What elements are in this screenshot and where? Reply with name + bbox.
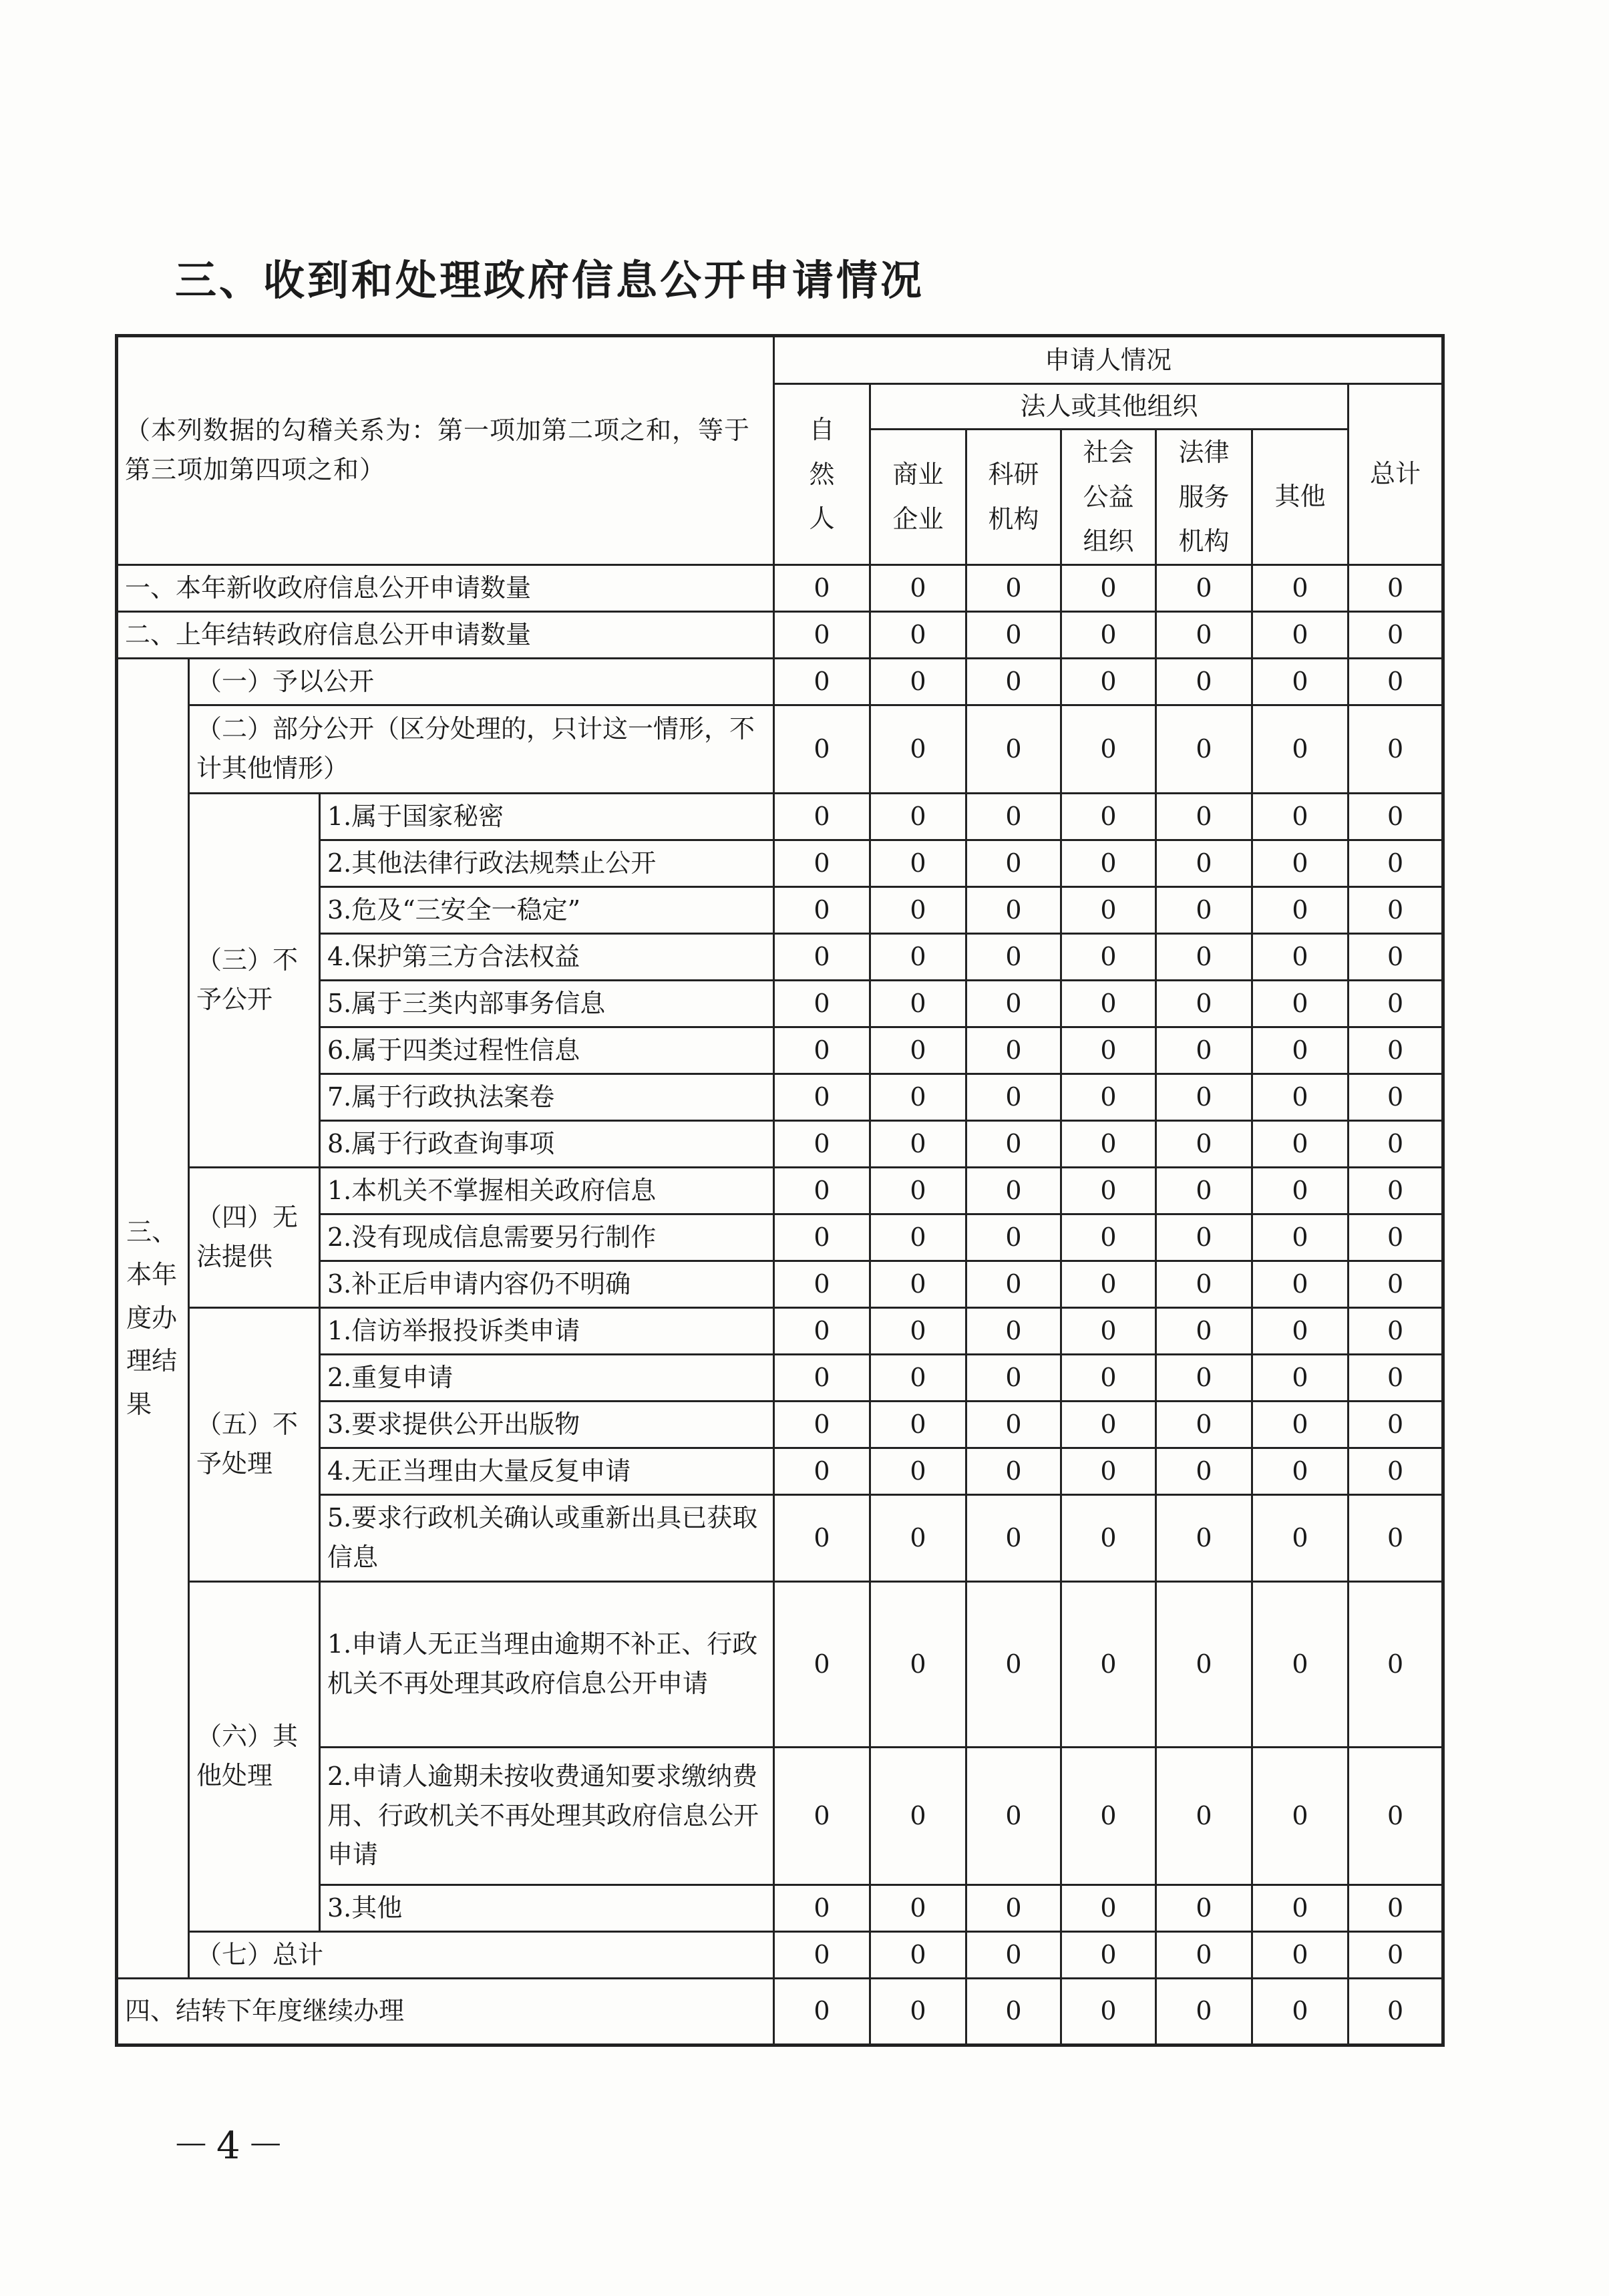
value-cell: 0 bbox=[870, 705, 966, 793]
value-cell: 0 bbox=[1061, 611, 1156, 658]
value-cell: 0 bbox=[966, 980, 1061, 1027]
value-cell: 0 bbox=[1252, 980, 1349, 1027]
value-cell: 0 bbox=[1061, 705, 1156, 793]
value-cell: 0 bbox=[966, 1884, 1061, 1931]
value-cell: 0 bbox=[1156, 658, 1252, 705]
value-cell: 0 bbox=[870, 1448, 966, 1494]
value-cell: 0 bbox=[1349, 1978, 1443, 2045]
value-cell: 0 bbox=[1252, 793, 1349, 840]
value-cell: 0 bbox=[966, 1747, 1061, 1884]
header-social bbox=[1061, 430, 1156, 565]
section-3-label bbox=[117, 658, 189, 1978]
value-cell: 0 bbox=[1349, 980, 1443, 1027]
row-label: 一、本年新收政府信息公开申请数量 bbox=[117, 564, 774, 611]
value-cell: 0 bbox=[1061, 933, 1156, 980]
value-cell: 0 bbox=[1061, 886, 1156, 933]
value-cell: 0 bbox=[1252, 933, 1349, 980]
value-cell: 0 bbox=[870, 933, 966, 980]
value-cell: 0 bbox=[870, 1354, 966, 1401]
value-cell: 0 bbox=[1156, 980, 1252, 1027]
header-commercial-text: 商业企业 bbox=[892, 460, 944, 534]
page-number: －4－ bbox=[172, 2124, 291, 2168]
value-cell: 0 bbox=[1252, 1401, 1349, 1448]
value-cell: 0 bbox=[966, 933, 1061, 980]
value-cell: 0 bbox=[1349, 1354, 1443, 1401]
value-cell: 0 bbox=[870, 1074, 966, 1120]
g3-not-public-label: （三）不予公开 bbox=[189, 793, 320, 1167]
value-cell: 0 bbox=[870, 1581, 966, 1747]
item-label: 2.重复申请 bbox=[320, 1354, 774, 1401]
value-cell: 0 bbox=[1156, 705, 1252, 793]
table-body bbox=[117, 336, 1443, 2045]
value-cell: 0 bbox=[870, 1261, 966, 1307]
value-cell: 0 bbox=[1156, 1354, 1252, 1401]
item-label: 3.危及“三安全一稳定” bbox=[320, 886, 774, 933]
item-label: 4.保护第三方合法权益 bbox=[320, 933, 774, 980]
value-cell: 0 bbox=[966, 1401, 1061, 1448]
value-cell: 0 bbox=[966, 886, 1061, 933]
value-cell: 0 bbox=[1252, 840, 1349, 886]
value-cell: 0 bbox=[1156, 793, 1252, 840]
value-cell: 0 bbox=[1156, 1931, 1252, 1978]
value-cell: 0 bbox=[870, 564, 966, 611]
value-cell: 0 bbox=[1061, 1261, 1156, 1307]
value-cell: 0 bbox=[870, 886, 966, 933]
g3-not-public-item bbox=[117, 793, 1443, 840]
value-cell: 0 bbox=[1349, 705, 1443, 793]
value-cell: 0 bbox=[1349, 658, 1443, 705]
value-cell: 0 bbox=[870, 980, 966, 1027]
value-cell: 0 bbox=[966, 611, 1061, 658]
value-cell: 0 bbox=[1252, 1167, 1349, 1214]
value-cell: 0 bbox=[966, 1494, 1061, 1581]
value-cell: 0 bbox=[1252, 611, 1349, 658]
header-total: 总计 bbox=[1349, 384, 1443, 565]
value-cell: 0 bbox=[1252, 1494, 1349, 1581]
value-cell: 0 bbox=[870, 1307, 966, 1354]
value-cell: 0 bbox=[1252, 1978, 1349, 2045]
value-cell: 0 bbox=[774, 1448, 870, 1494]
item-label: 2.其他法律行政法规禁止公开 bbox=[320, 840, 774, 886]
value-cell: 0 bbox=[1061, 1074, 1156, 1120]
row-g2-partial bbox=[117, 705, 1443, 793]
value-cell: 0 bbox=[1061, 1214, 1156, 1261]
value-cell: 0 bbox=[1349, 1167, 1443, 1214]
value-cell: 0 bbox=[1156, 1494, 1252, 1581]
value-cell: 0 bbox=[966, 1074, 1061, 1120]
row-new-applications bbox=[117, 564, 1443, 611]
value-cell: 0 bbox=[774, 1931, 870, 1978]
value-cell: 0 bbox=[774, 658, 870, 705]
value-cell: 0 bbox=[1252, 1307, 1349, 1354]
value-cell: 0 bbox=[1156, 1884, 1252, 1931]
value-cell: 0 bbox=[774, 1214, 870, 1261]
value-cell: 0 bbox=[1061, 840, 1156, 886]
row-label: 二、上年结转政府信息公开申请数量 bbox=[117, 611, 774, 658]
value-cell: 0 bbox=[774, 840, 870, 886]
value-cell: 0 bbox=[966, 1581, 1061, 1747]
value-cell: 0 bbox=[870, 1747, 966, 1884]
g6-other-label: （六）其他处理 bbox=[189, 1581, 320, 1931]
g6-other-item bbox=[117, 1581, 1443, 1747]
value-cell: 0 bbox=[1061, 1494, 1156, 1581]
value-cell: 0 bbox=[1349, 1307, 1443, 1354]
value-cell: 0 bbox=[774, 1581, 870, 1747]
value-cell: 0 bbox=[870, 1027, 966, 1074]
value-cell: 0 bbox=[870, 840, 966, 886]
value-cell: 0 bbox=[1061, 1354, 1156, 1401]
value-cell: 0 bbox=[1061, 564, 1156, 611]
value-cell: 0 bbox=[1061, 980, 1156, 1027]
value-cell: 0 bbox=[1252, 1027, 1349, 1074]
value-cell: 0 bbox=[1349, 1120, 1443, 1167]
item-label: 6.属于四类过程性信息 bbox=[320, 1027, 774, 1074]
item-label: 3.要求提供公开出版物 bbox=[320, 1401, 774, 1448]
value-cell: 0 bbox=[1156, 1307, 1252, 1354]
value-cell: 0 bbox=[966, 793, 1061, 840]
value-cell: 0 bbox=[1349, 1747, 1443, 1884]
value-cell: 0 bbox=[1349, 1884, 1443, 1931]
value-cell: 0 bbox=[966, 1214, 1061, 1261]
value-cell: 0 bbox=[774, 980, 870, 1027]
item-label: 1.本机关不掌握相关政府信息 bbox=[320, 1167, 774, 1214]
value-cell: 0 bbox=[1349, 564, 1443, 611]
value-cell: 0 bbox=[1349, 611, 1443, 658]
value-cell: 0 bbox=[1156, 1074, 1252, 1120]
item-label: 1.信访举报投诉类申请 bbox=[320, 1307, 774, 1354]
value-cell: 0 bbox=[1252, 705, 1349, 793]
value-cell: 0 bbox=[1061, 1401, 1156, 1448]
header-research-text: 科研机构 bbox=[988, 460, 1039, 534]
item-label: 3.补正后申请内容仍不明确 bbox=[320, 1261, 774, 1307]
value-cell: 0 bbox=[1061, 1978, 1156, 2045]
value-cell: 0 bbox=[1252, 1884, 1349, 1931]
value-cell: 0 bbox=[1156, 1581, 1252, 1747]
header-legal-group: 法人或其他组织 bbox=[870, 384, 1349, 430]
value-cell: 0 bbox=[1252, 564, 1349, 611]
value-cell: 0 bbox=[1252, 1747, 1349, 1884]
value-cell: 0 bbox=[1252, 886, 1349, 933]
value-cell: 0 bbox=[774, 1747, 870, 1884]
page-title: 三、收到和处理政府信息公开申请情况 bbox=[175, 256, 925, 305]
section-3-label-text: 三、本年度办理结果 bbox=[126, 1216, 178, 1419]
value-cell: 0 bbox=[870, 793, 966, 840]
value-cell: 0 bbox=[1349, 840, 1443, 886]
value-cell: 0 bbox=[870, 1884, 966, 1931]
value-cell: 0 bbox=[870, 1494, 966, 1581]
header-social-text: 社会公益组织 bbox=[1083, 438, 1134, 556]
value-cell: 0 bbox=[966, 1354, 1061, 1401]
value-cell: 0 bbox=[774, 564, 870, 611]
value-cell: 0 bbox=[1252, 1448, 1349, 1494]
header-other: 其他 bbox=[1252, 430, 1349, 565]
value-cell: 0 bbox=[774, 1261, 870, 1307]
value-cell: 0 bbox=[1156, 1120, 1252, 1167]
value-cell: 0 bbox=[774, 1074, 870, 1120]
value-cell: 0 bbox=[1156, 1747, 1252, 1884]
value-cell: 0 bbox=[1252, 1354, 1349, 1401]
value-cell: 0 bbox=[1349, 1931, 1443, 1978]
value-cell: 0 bbox=[774, 705, 870, 793]
value-cell: 0 bbox=[1061, 1448, 1156, 1494]
value-cell: 0 bbox=[1061, 793, 1156, 840]
value-cell: 0 bbox=[774, 1167, 870, 1214]
value-cell: 0 bbox=[1061, 1167, 1156, 1214]
value-cell: 0 bbox=[774, 1978, 870, 2045]
value-cell: 0 bbox=[774, 1307, 870, 1354]
value-cell: 0 bbox=[870, 611, 966, 658]
item-label: 8.属于行政查询事项 bbox=[320, 1120, 774, 1167]
value-cell: 0 bbox=[774, 886, 870, 933]
value-cell: 0 bbox=[1156, 1401, 1252, 1448]
value-cell: 0 bbox=[1061, 658, 1156, 705]
value-cell: 0 bbox=[1156, 933, 1252, 980]
value-cell: 0 bbox=[966, 658, 1061, 705]
g4-unable-label: （四）无法提供 bbox=[189, 1167, 320, 1307]
value-cell: 0 bbox=[1349, 1214, 1443, 1261]
value-cell: 0 bbox=[1156, 1448, 1252, 1494]
header-commercial bbox=[870, 430, 966, 565]
value-cell: 0 bbox=[1156, 564, 1252, 611]
value-cell: 0 bbox=[1252, 1931, 1349, 1978]
value-cell: 0 bbox=[1252, 1581, 1349, 1747]
value-cell: 0 bbox=[774, 1401, 870, 1448]
value-cell: 0 bbox=[1061, 1307, 1156, 1354]
value-cell: 0 bbox=[1349, 1074, 1443, 1120]
g5-not-processed-label: （五）不予处理 bbox=[189, 1307, 320, 1581]
item-label: 7.属于行政执法案卷 bbox=[320, 1074, 774, 1120]
item-label: 3.其他 bbox=[320, 1884, 774, 1931]
value-cell: 0 bbox=[966, 840, 1061, 886]
item-label: 4.无正当理由大量反复申请 bbox=[320, 1448, 774, 1494]
value-cell: 0 bbox=[774, 1354, 870, 1401]
header-row-1 bbox=[117, 336, 1443, 384]
value-cell: 0 bbox=[1349, 933, 1443, 980]
row-label: 四、结转下年度继续办理 bbox=[117, 1978, 774, 2045]
header-natural-person bbox=[774, 384, 870, 565]
value-cell: 0 bbox=[870, 1214, 966, 1261]
item-label: 1.申请人无正当理由逾期不补正、行政机关不再处理其政府信息公开申请 bbox=[320, 1581, 774, 1747]
value-cell: 0 bbox=[1252, 658, 1349, 705]
value-cell: 0 bbox=[1156, 1167, 1252, 1214]
item-label: 2.没有现成信息需要另行制作 bbox=[320, 1214, 774, 1261]
value-cell: 0 bbox=[1156, 1978, 1252, 2045]
value-cell: 0 bbox=[774, 1120, 870, 1167]
value-cell: 0 bbox=[1156, 611, 1252, 658]
header-applicant: 申请人情况 bbox=[774, 336, 1443, 384]
value-cell: 0 bbox=[1349, 1448, 1443, 1494]
item-label: 2.申请人逾期未按收费通知要求缴纳费用、行政机关不再处理其政府信息公开申请 bbox=[320, 1747, 774, 1884]
table-note: （本列数据的勾稽关系为：第一项加第二项之和，等于第三项加第四项之和） bbox=[117, 336, 774, 565]
item-label: 5.要求行政机关确认或重新出具已获取信息 bbox=[320, 1494, 774, 1581]
group-label: （七）总计 bbox=[189, 1931, 774, 1978]
value-cell: 0 bbox=[774, 1494, 870, 1581]
value-cell: 0 bbox=[1061, 1931, 1156, 1978]
value-cell: 0 bbox=[966, 1307, 1061, 1354]
value-cell: 0 bbox=[1156, 1027, 1252, 1074]
value-cell: 0 bbox=[1252, 1120, 1349, 1167]
value-cell: 0 bbox=[1061, 1747, 1156, 1884]
value-cell: 0 bbox=[1349, 1494, 1443, 1581]
value-cell: 0 bbox=[966, 1448, 1061, 1494]
value-cell: 0 bbox=[774, 793, 870, 840]
value-cell: 0 bbox=[966, 1167, 1061, 1214]
value-cell: 0 bbox=[870, 1120, 966, 1167]
value-cell: 0 bbox=[870, 1978, 966, 2045]
value-cell: 0 bbox=[1061, 1884, 1156, 1931]
value-cell: 0 bbox=[966, 705, 1061, 793]
g5-not-processed-item bbox=[117, 1307, 1443, 1354]
value-cell: 0 bbox=[1252, 1214, 1349, 1261]
value-cell: 0 bbox=[1349, 1581, 1443, 1747]
value-cell: 0 bbox=[1156, 1261, 1252, 1307]
value-cell: 0 bbox=[1156, 840, 1252, 886]
value-cell: 0 bbox=[1349, 793, 1443, 840]
value-cell: 0 bbox=[1252, 1261, 1349, 1307]
value-cell: 0 bbox=[1061, 1120, 1156, 1167]
value-cell: 0 bbox=[966, 1978, 1061, 2045]
group-label: （一）予以公开 bbox=[189, 658, 774, 705]
row-g1-public bbox=[117, 658, 1443, 705]
item-label: 1.属于国家秘密 bbox=[320, 793, 774, 840]
group-label: （二）部分公开（区分处理的，只计这一情形，不计其他情形） bbox=[189, 705, 774, 793]
value-cell: 0 bbox=[1252, 1074, 1349, 1120]
header-legal-service bbox=[1156, 430, 1252, 565]
header-legal-service-text: 法律服务机构 bbox=[1178, 438, 1230, 556]
application-stats-table bbox=[115, 334, 1445, 2047]
value-cell: 0 bbox=[870, 1401, 966, 1448]
value-cell: 0 bbox=[1061, 1027, 1156, 1074]
row-carried-over bbox=[117, 611, 1443, 658]
value-cell: 0 bbox=[870, 1167, 966, 1214]
value-cell: 0 bbox=[966, 564, 1061, 611]
value-cell: 0 bbox=[1156, 1214, 1252, 1261]
item-label: 5.属于三类内部事务信息 bbox=[320, 980, 774, 1027]
value-cell: 0 bbox=[966, 1261, 1061, 1307]
value-cell: 0 bbox=[1061, 1581, 1156, 1747]
value-cell: 0 bbox=[870, 658, 966, 705]
value-cell: 0 bbox=[966, 1027, 1061, 1074]
g4-unable-item bbox=[117, 1167, 1443, 1214]
value-cell: 0 bbox=[774, 1027, 870, 1074]
value-cell: 0 bbox=[1349, 1401, 1443, 1448]
value-cell: 0 bbox=[870, 1931, 966, 1978]
value-cell: 0 bbox=[1349, 886, 1443, 933]
row-carry-next-year bbox=[117, 1978, 1443, 2045]
row-g7-total bbox=[117, 1931, 1443, 1978]
value-cell: 0 bbox=[966, 1931, 1061, 1978]
value-cell: 0 bbox=[774, 933, 870, 980]
value-cell: 0 bbox=[1349, 1027, 1443, 1074]
value-cell: 0 bbox=[774, 1884, 870, 1931]
header-research bbox=[966, 430, 1061, 565]
value-cell: 0 bbox=[1349, 1261, 1443, 1307]
header-natural-person-text: 自然人 bbox=[809, 415, 835, 533]
value-cell: 0 bbox=[966, 1120, 1061, 1167]
value-cell: 0 bbox=[774, 611, 870, 658]
value-cell: 0 bbox=[1156, 886, 1252, 933]
